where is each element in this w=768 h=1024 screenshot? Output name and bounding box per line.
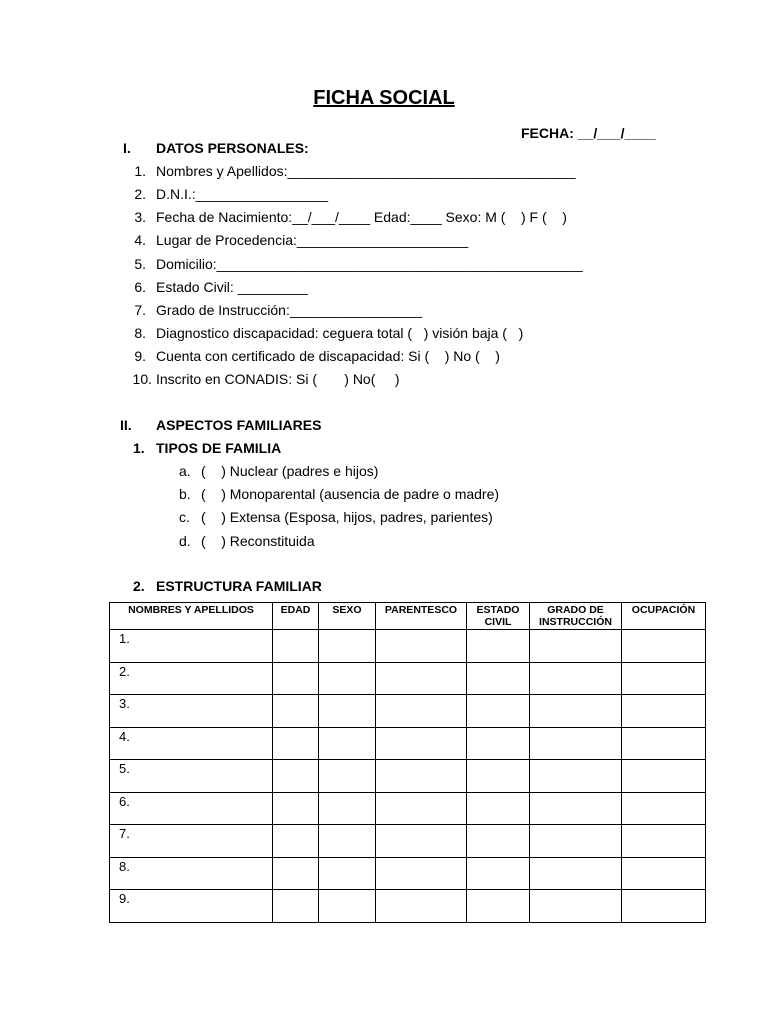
empty-cell: [376, 662, 467, 695]
family-type-option: ( ) Nuclear (padres e hijos): [201, 463, 379, 479]
personal-item-number: 6.: [134, 279, 146, 295]
empty-cell: [273, 792, 319, 825]
empty-cell: [622, 662, 706, 695]
personal-item-number: 5.: [134, 256, 146, 272]
table-row: [110, 760, 706, 793]
column-header: SEXO: [319, 603, 376, 630]
column-header: OCUPACIÓN: [622, 603, 706, 630]
empty-cell: [530, 695, 622, 728]
subsection-2-heading: ESTRUCTURA FAMILIAR: [156, 578, 322, 594]
empty-cell: [376, 857, 467, 890]
empty-cell: [273, 825, 319, 858]
empty-cell: [319, 857, 376, 890]
table-row: [110, 890, 706, 923]
table-row: [110, 825, 706, 858]
personal-item-text: Diagnostico discapacidad: ceguera total ( ) visión baja ( ): [156, 325, 524, 341]
row-number-cell: 7.: [110, 825, 273, 858]
personal-item-text: Nombres y Apellidos:_____________________________________: [156, 163, 576, 179]
empty-cell: [273, 662, 319, 695]
section-2-heading: ASPECTOS FAMILIARES: [156, 417, 322, 433]
family-type-letter: c.: [179, 509, 190, 525]
table-body: [110, 630, 706, 923]
personal-item-number: 3.: [134, 209, 146, 225]
empty-cell: [273, 857, 319, 890]
empty-cell: [376, 890, 467, 923]
subsection-1-heading: TIPOS DE FAMILIA: [156, 440, 282, 456]
personal-item-text: D.N.I.:_________________: [156, 186, 329, 202]
empty-cell: [319, 792, 376, 825]
empty-cell: [467, 727, 530, 760]
empty-cell: [467, 792, 530, 825]
personal-item-number: 8.: [134, 325, 146, 341]
personal-item-number: 9.: [134, 348, 146, 364]
personal-item-number: 7.: [134, 302, 146, 318]
section-1-heading: DATOS PERSONALES:: [156, 140, 309, 156]
personal-item-text: Domicilio:_______________________________________________: [156, 256, 583, 272]
family-type-letter: a.: [179, 463, 191, 479]
empty-cell: [530, 630, 622, 663]
empty-cell: [530, 792, 622, 825]
empty-cell: [376, 727, 467, 760]
empty-cell: [273, 727, 319, 760]
empty-cell: [376, 760, 467, 793]
empty-cell: [376, 792, 467, 825]
empty-cell: [622, 727, 706, 760]
personal-item-text: Inscrito en CONADIS: Si ( ) No( ): [156, 371, 400, 387]
personal-item-number: 1.: [134, 163, 146, 179]
personal-item-text: Lugar de Procedencia:______________________: [156, 232, 469, 248]
empty-cell: [530, 890, 622, 923]
personal-item-number: 2.: [134, 186, 146, 202]
empty-cell: [273, 630, 319, 663]
row-number-cell: 2.: [110, 662, 273, 695]
family-structure-table: [109, 602, 706, 923]
personal-item-text: Cuenta con certificado de discapacidad: Si ( ) No ( ): [156, 348, 500, 364]
empty-cell: [530, 857, 622, 890]
column-header: GRADO DE INSTRUCCIÓN: [530, 603, 622, 630]
empty-cell: [273, 695, 319, 728]
empty-cell: [467, 825, 530, 858]
empty-cell: [319, 760, 376, 793]
row-number-cell: 3.: [110, 695, 273, 728]
empty-cell: [319, 662, 376, 695]
personal-item-text: Fecha de Nacimiento:__/___/____ Edad:____ Sexo: M ( ) F ( ): [156, 209, 567, 225]
empty-cell: [273, 760, 319, 793]
column-header: EDAD: [273, 603, 319, 630]
row-number-cell: 1.: [110, 630, 273, 663]
row-number-cell: 5.: [110, 760, 273, 793]
personal-item-text: Estado Civil: _________: [156, 279, 308, 295]
subsection-1-number: 1.: [133, 440, 145, 456]
row-number-cell: 8.: [110, 857, 273, 890]
empty-cell: [467, 857, 530, 890]
fecha-field: FECHA: __/___/____: [521, 125, 656, 141]
section-2-numeral: II.: [120, 417, 132, 433]
empty-cell: [467, 695, 530, 728]
section-1-numeral: I.: [123, 140, 131, 156]
family-type-option: ( ) Reconstituida: [201, 533, 315, 549]
empty-cell: [622, 792, 706, 825]
table-header-row: [110, 603, 706, 630]
family-type-letter: b.: [179, 486, 191, 502]
table-row: [110, 792, 706, 825]
empty-cell: [467, 662, 530, 695]
row-number-cell: 6.: [110, 792, 273, 825]
empty-cell: [622, 760, 706, 793]
family-type-letter: d.: [179, 533, 191, 549]
empty-cell: [319, 630, 376, 663]
page-title: FICHA SOCIAL: [313, 87, 455, 109]
table-row: [110, 857, 706, 890]
empty-cell: [530, 825, 622, 858]
personal-item-number: 10.: [132, 371, 152, 387]
row-number-cell: 9.: [110, 890, 273, 923]
empty-cell: [467, 630, 530, 663]
empty-cell: [622, 890, 706, 923]
table-row: [110, 727, 706, 760]
personal-item-number: 4.: [134, 232, 146, 248]
personal-item-text: Grado de Instrucción:_________________: [156, 302, 423, 318]
empty-cell: [530, 760, 622, 793]
column-header: PARENTESCO: [376, 603, 467, 630]
empty-cell: [319, 727, 376, 760]
empty-cell: [376, 695, 467, 728]
empty-cell: [319, 695, 376, 728]
table-row: [110, 630, 706, 663]
family-type-option: ( ) Extensa (Esposa, hijos, padres, parientes): [201, 509, 493, 525]
family-type-option: ( ) Monoparental (ausencia de padre o madre): [201, 486, 500, 502]
column-header: NOMBRES Y APELLIDOS: [110, 603, 273, 630]
empty-cell: [622, 825, 706, 858]
empty-cell: [530, 727, 622, 760]
table-row: [110, 662, 706, 695]
row-number-cell: 4.: [110, 727, 273, 760]
empty-cell: [376, 630, 467, 663]
empty-cell: [319, 890, 376, 923]
empty-cell: [376, 825, 467, 858]
empty-cell: [319, 825, 376, 858]
empty-cell: [467, 890, 530, 923]
empty-cell: [622, 857, 706, 890]
empty-cell: [622, 695, 706, 728]
subsection-2-number: 2.: [133, 578, 145, 594]
empty-cell: [467, 760, 530, 793]
empty-cell: [530, 662, 622, 695]
column-header: ESTADO CIVIL: [467, 603, 530, 630]
empty-cell: [622, 630, 706, 663]
table-row: [110, 695, 706, 728]
empty-cell: [273, 890, 319, 923]
